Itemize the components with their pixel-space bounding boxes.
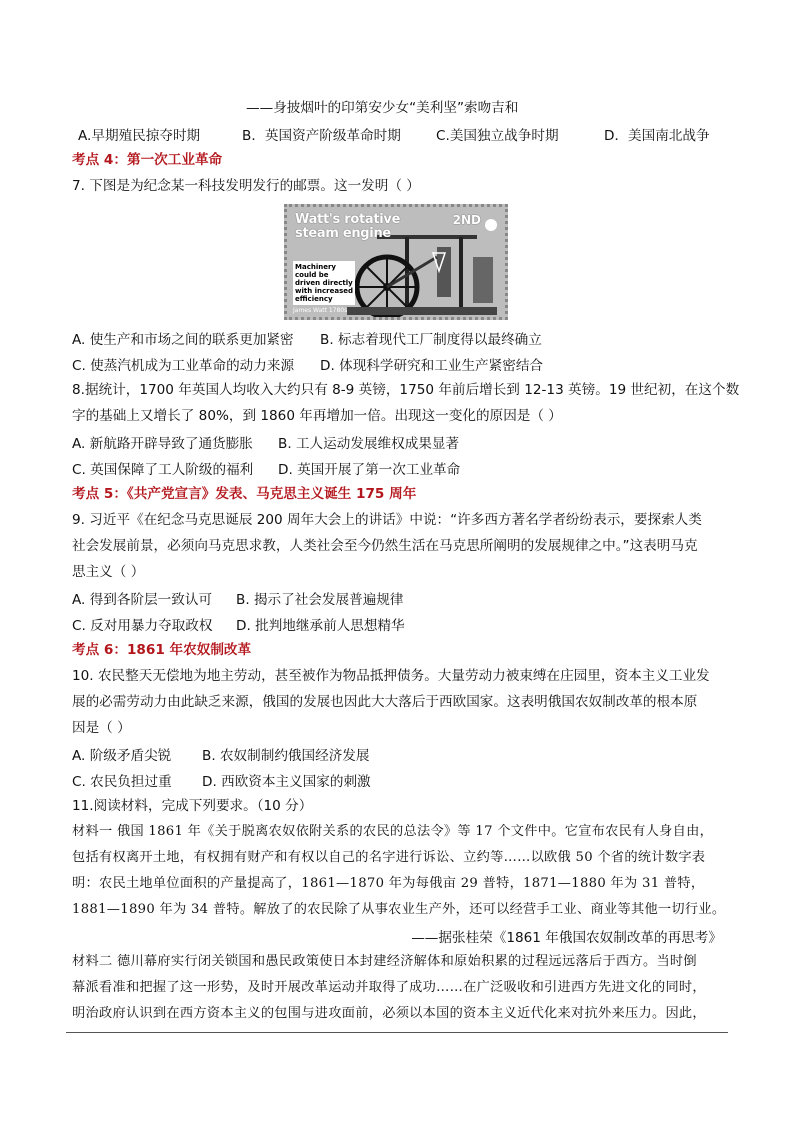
stamp-title-line-2: steam engine: [295, 226, 391, 241]
q10-line-1: 10. 农民整天无偿地为地主劳动，甚至被作为物品抵押债务。大量劳动力被束缚在庄园里，资本主义工业发: [72, 668, 710, 684]
stamp-caption: Machinery could be driven directly with increased efficiency: [295, 263, 354, 303]
q11-material-1-line-4: 1881—1890 年为 34 普特。解放了的农民除了从事农业生产外，还可以经营手工业、商业等其他一切行业。: [72, 902, 726, 917]
q7-stem: 7. 下图是为纪念某一科技发明发行的邮票。这一发明（ ）: [72, 178, 420, 194]
q7-option-d: D. 体现科学研究和工业生产紧密结合: [320, 358, 544, 374]
q10-line-3: 因是（ ）: [72, 720, 131, 736]
q7-option-b: B. 标志着现代工厂制度得以最终确立: [320, 332, 542, 348]
kp4-heading: 考点 4：第一次工业革命: [72, 152, 223, 168]
q7-option-a: A. 使生产和市场之间的联系更加紧密: [72, 332, 294, 348]
q10-option-a: A. 阶级矛盾尖锐: [72, 748, 172, 764]
q10-option-b: B. 农奴制制约俄国经济发展: [202, 748, 370, 764]
q8-option-a: A. 新航路开辟导致了通货膨胀: [72, 436, 253, 452]
q11-material-2-line-3: 明治政府认识到在西方资本主义的包围与进攻面前，必须以本国的资本主义近代化来对抗外来压力。因此，: [72, 1006, 706, 1021]
q11-material-1-source: ——据张桂荣《1861 年俄国农奴制改革的再思考》: [411, 930, 722, 946]
q8-line-2: 字的基础上又增长了 80%，到 1860 年再增加一倍。出现这一变化的原因是（ ）: [72, 408, 562, 424]
top-attribution: ——身披烟叶的印第安少女“美利坚”索吻吉和: [246, 100, 519, 116]
q11-material-2-line-1: 材料二 德川幕府实行闭关锁国和愚民政策使日本封建经济解体和原始积累的过程远远落后于西方。当时倒: [72, 954, 697, 969]
q9-line-3: 思主义（ ）: [72, 564, 145, 580]
q11-material-1-line-1: 材料一 俄国 1861 年《关于脱离农奴依附关系的农民的总法令》等 17 个文件中。它宣布农民有人身自由，: [72, 824, 714, 839]
kp6-heading: 考点 6：1861 年农奴制改革: [72, 642, 252, 658]
kp5-heading: 考点 5：《共产党宣言》发表、马克思主义诞生 175 周年: [72, 486, 417, 502]
q8-option-c: C. 英国保障了工人阶级的福利: [72, 462, 254, 478]
q10-line-2: 展的必需劳动力由此缺乏来源，俄国的发展也因此大大落后于西欧国家。这表明俄国农奴制改革的根本原: [72, 694, 698, 710]
q10-option-c: C. 农民负担过重: [72, 774, 172, 790]
q8-option-d: D. 英国开展了第一次工业革命: [278, 462, 461, 478]
q9-option-a: A. 得到各阶层一致认可: [72, 592, 213, 608]
q7-option-c: C. 使蒸汽机成为工业革命的动力来源: [72, 358, 295, 374]
stamp-title: [295, 213, 400, 241]
q10-option-d: D. 西欧资本主义国家的刺激: [202, 774, 371, 790]
footer-divider: [66, 1032, 728, 1033]
q6-option-b: B．英国资产阶级革命时期: [242, 128, 401, 144]
stamp-credit: James Watt 1780s: [293, 307, 348, 314]
q9-option-d: D. 批判地继承前人思想精华: [236, 618, 405, 634]
q8-line-1: 8.据统计，1700 年英国人均收入大约只有 8-9 英镑，1750 年前后增长到 12-13 英镑。19 世纪初，在这个数: [72, 382, 740, 398]
q11-material-1-line-2: 包括有权离开土地，有权拥有财产和有权以自己的名字进行诉讼、立约等……以欧俄 50 个省的统计数字表: [72, 850, 706, 865]
q6-option-c: C.美国独立战争时期: [436, 128, 559, 144]
q6-option-d: D．美国南北战争: [604, 128, 710, 144]
q9-line-2: 社会发展前景，必须向马克思求教，人类社会至今仍然生活在马克思所阐明的发展规律之中。”这表明马克: [72, 538, 698, 554]
q11-material-2-line-2: 幕派看准和把握了这一形势，及时开展改革运动并取得了成功……在广泛吸收和引进西方先进文化的同时，: [72, 980, 706, 995]
stamp-value: 2ND: [452, 213, 481, 227]
stamp-title-line-1: Watt's rotative: [295, 212, 401, 227]
q8-option-b: B. 工人运动发展维权成果显著: [278, 436, 460, 452]
q11-material-1-line-3: 明：农民土地单位面积的产量提高了，1861—1870 年为每俄亩 29 普特，1871—1880 年为 31 普特，: [72, 876, 705, 891]
stamp-image: [284, 204, 508, 320]
q9-option-c: C. 反对用暴力夺取政权: [72, 618, 213, 634]
q9-line-1: 9. 习近平《在纪念马克思诞辰 200 周年大会上的讲话》中说：“许多西方著名学者纷纷表示，要探索人类: [72, 512, 702, 528]
q11-stem: 11.阅读材料，完成下列要求。（10 分）: [72, 798, 313, 814]
q9-option-b: B. 揭示了社会发展普遍规律: [236, 592, 404, 608]
q6-option-a: A.早期殖民掠夺时期: [78, 128, 201, 144]
